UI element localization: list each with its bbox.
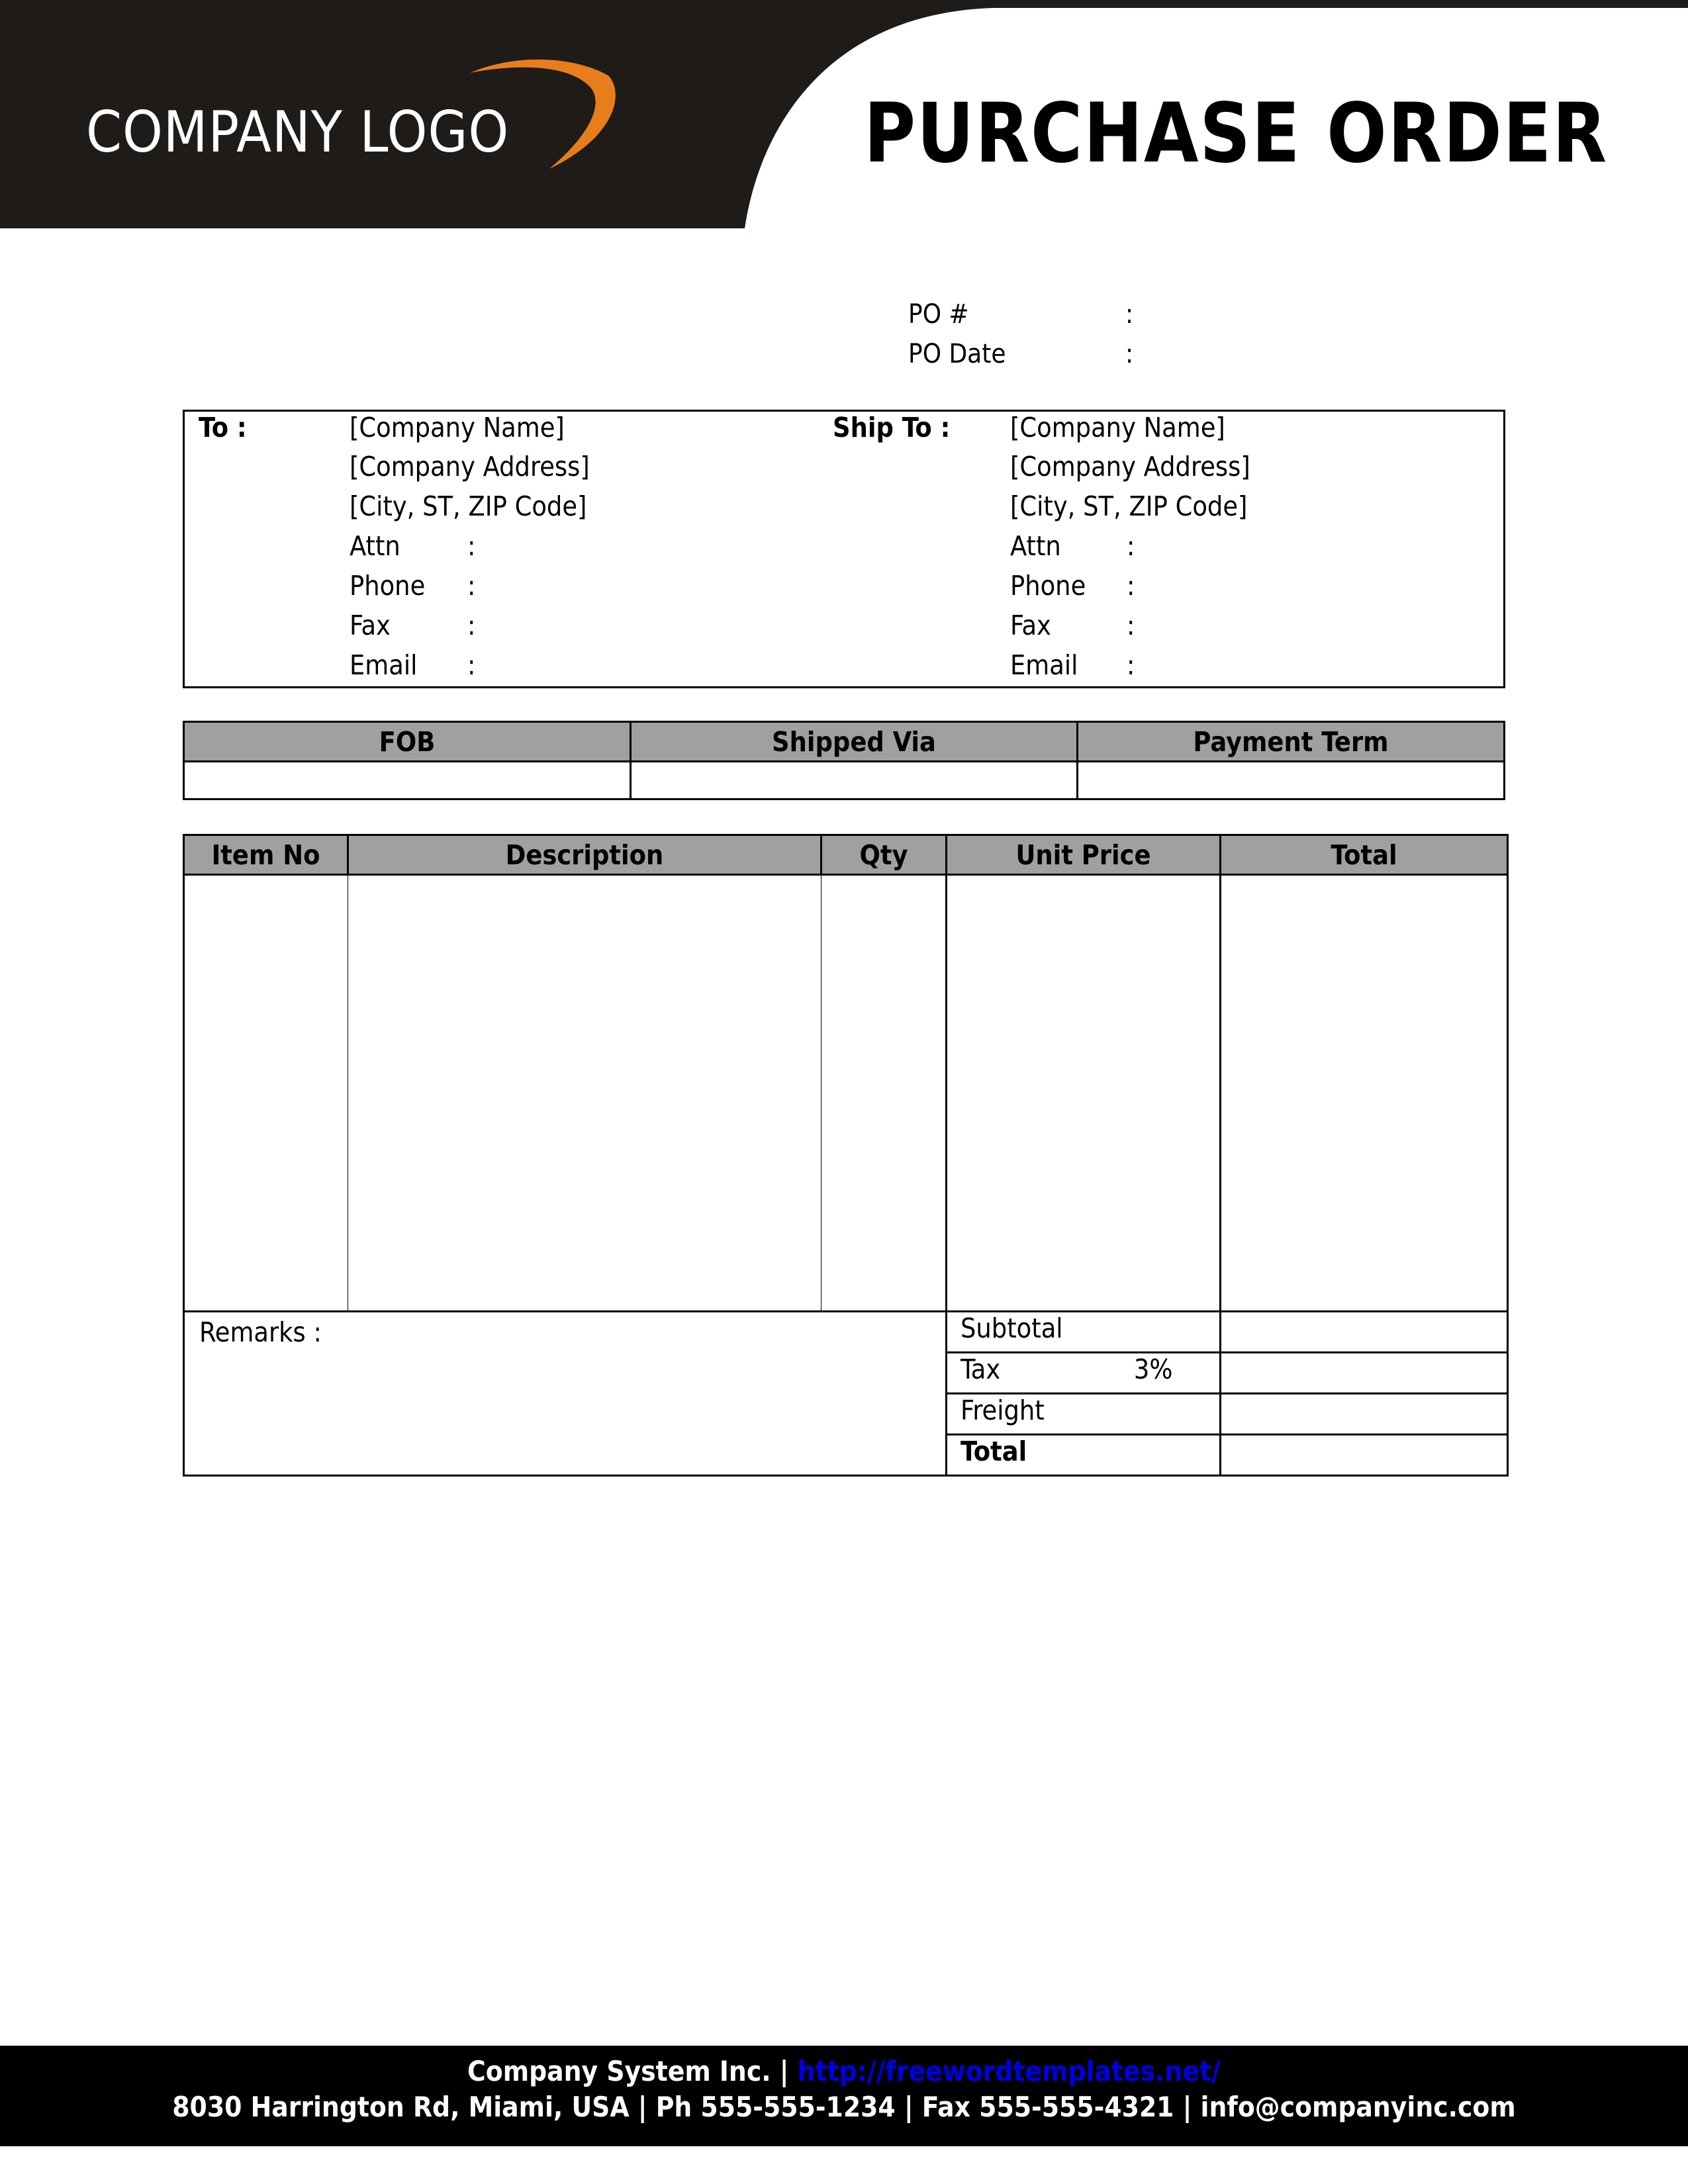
ship-to-email-sep: : xyxy=(1127,649,1135,681)
ship-to-phone-sep: : xyxy=(1127,570,1135,602)
table-row xyxy=(184,875,1508,1312)
total-header: Total xyxy=(1221,835,1508,875)
footer xyxy=(0,2046,1688,2146)
item-no-cell[interactable] xyxy=(184,875,348,1312)
tax-label: Tax xyxy=(961,1353,1001,1385)
fob-cell[interactable] xyxy=(184,762,631,799)
unit-price-cell[interactable] xyxy=(947,875,1221,1312)
unit-price-header: Unit Price xyxy=(947,835,1221,875)
to-fax-sep: : xyxy=(467,610,476,641)
qty-header: Qty xyxy=(821,835,947,875)
to-company-name[interactable]: [Company Name] xyxy=(350,412,565,443)
shipped-via-cell[interactable] xyxy=(631,762,1078,799)
footer-line-1 xyxy=(0,2055,1688,2087)
tax-value[interactable] xyxy=(1221,1353,1508,1394)
to-attn-label: Attn xyxy=(350,530,400,562)
footer-url-link[interactable]: http://freewordtemplates.net/ xyxy=(797,2055,1221,2087)
company-logo: COMPANY LOGO xyxy=(86,99,510,165)
to-fax-label: Fax xyxy=(350,610,391,641)
footer-address: 8030 Harrington Rd, Miami, USA | Ph 555-555-1234 | Fax 555-555-4321 | info@companyinc.com xyxy=(172,2091,1516,2123)
page-title: PURCHASE ORDER xyxy=(864,86,1609,181)
ship-to-fax-sep: : xyxy=(1127,610,1135,641)
ship-to-attn-sep: : xyxy=(1127,530,1135,562)
subtotal-value[interactable] xyxy=(1221,1312,1508,1353)
shipping-table xyxy=(183,721,1505,800)
to-phone-sep: : xyxy=(467,570,476,602)
po-number-label: PO # xyxy=(908,299,969,330)
po-date-value[interactable] xyxy=(1145,339,1476,371)
footer-sep: | xyxy=(779,2055,789,2087)
remarks-cell[interactable] xyxy=(184,1312,947,1476)
subtotal-label: Subtotal xyxy=(947,1312,1221,1353)
po-number-value[interactable] xyxy=(1145,299,1476,331)
tax-label-cell xyxy=(947,1353,1221,1394)
description-cell[interactable] xyxy=(348,875,821,1312)
to-email-sep: : xyxy=(467,649,476,681)
payment-term-header: Payment Term xyxy=(1078,722,1505,762)
total-value[interactable] xyxy=(1221,1435,1508,1476)
description-header: Description xyxy=(348,835,821,875)
items-table xyxy=(183,834,1509,1477)
remarks-label: Remarks : xyxy=(199,1316,322,1348)
ship-to-email-label: Email xyxy=(1010,649,1078,681)
ship-to-city-st-zip[interactable]: [City, ST, ZIP Code] xyxy=(1010,490,1248,522)
ship-to-company-address[interactable]: [Company Address] xyxy=(1010,451,1250,482)
to-phone-label: Phone xyxy=(350,570,426,602)
po-number-sep: : xyxy=(1125,299,1134,330)
freight-value[interactable] xyxy=(1221,1394,1508,1435)
payment-term-cell[interactable] xyxy=(1078,762,1505,799)
to-company-address[interactable]: [Company Address] xyxy=(350,451,590,482)
fob-header: FOB xyxy=(184,722,631,762)
to-attn-sep: : xyxy=(467,530,476,562)
to-city-st-zip[interactable]: [City, ST, ZIP Code] xyxy=(350,490,587,522)
total-cell[interactable] xyxy=(1221,875,1508,1312)
po-date-label: PO Date xyxy=(908,339,1006,369)
ship-to-company-name[interactable]: [Company Name] xyxy=(1010,412,1225,443)
ship-to-attn-label: Attn xyxy=(1010,530,1061,562)
po-date-sep: : xyxy=(1125,339,1134,369)
to-heading: To : xyxy=(199,412,247,443)
qty-cell[interactable] xyxy=(821,875,947,1312)
ship-to-heading: Ship To : xyxy=(833,412,951,443)
to-email-label: Email xyxy=(350,649,418,681)
shipped-via-header: Shipped Via xyxy=(631,722,1078,762)
total-label: Total xyxy=(947,1435,1221,1476)
ship-to-fax-label: Fax xyxy=(1010,610,1051,641)
tax-rate: 3% xyxy=(1133,1353,1173,1385)
footer-company: Company System Inc. xyxy=(467,2055,771,2087)
item-no-header: Item No xyxy=(184,835,348,875)
ship-to-phone-label: Phone xyxy=(1010,570,1086,602)
freight-label: Freight xyxy=(947,1394,1221,1435)
